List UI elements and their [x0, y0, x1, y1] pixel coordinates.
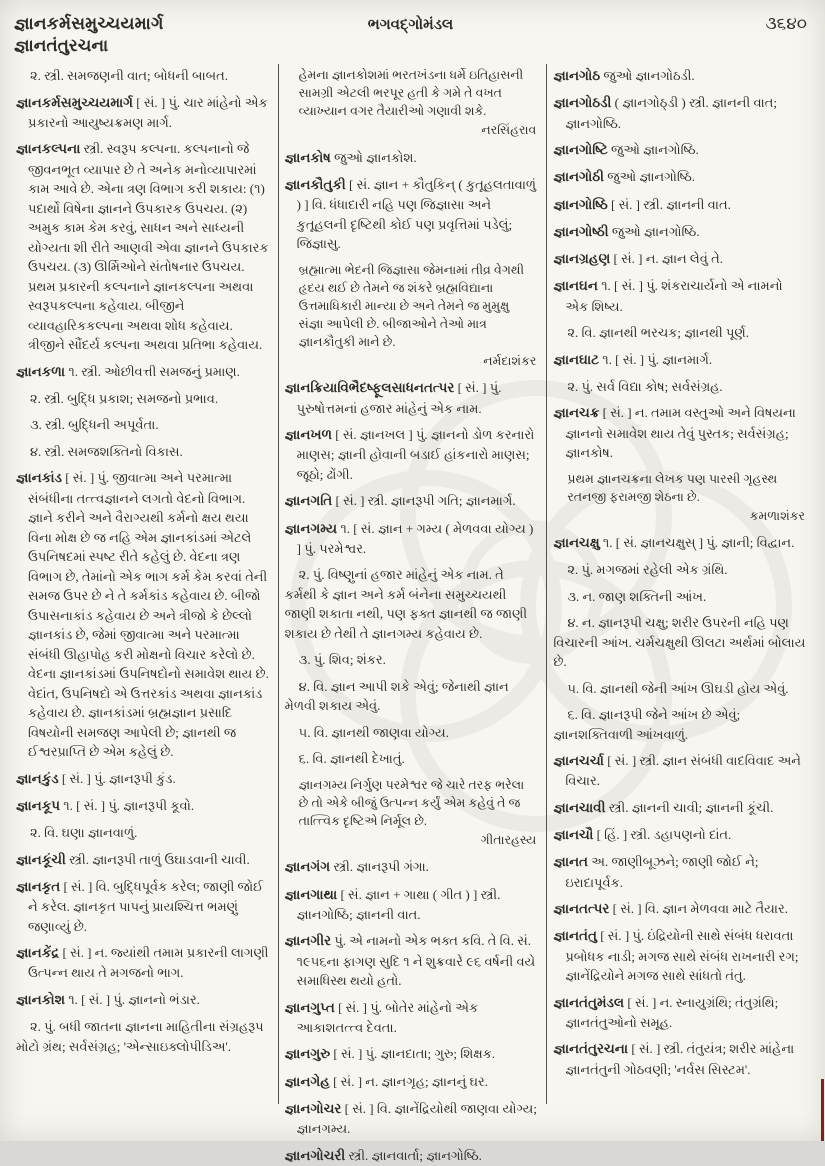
dictionary-entry: જ્ઞાનકૌતુકી [ સં. જ્ઞાન + કૌતુકિન્ ( કુતૂહલતાવાળું ) ] વિ. ધંધાદારી નહિ પણ જિજ્ઞાસા અને કુતૂહલની દૃષ્ટિથી કોઈ પણ પ્રવૃત્તિમાં પડેલું; જિજ્ઞાસુ.: [284, 176, 537, 251]
entry-headword: જ્ઞાનકોષ: [284, 149, 331, 165]
entry-headword: જ્ઞાનકેંદ્ર: [16, 945, 60, 960]
dictionary-entry: જ્ઞાનકૃત [ સં. ] વિ. બુદ્ધિપૂર્વક કરેલ; જાણી જોઈ ને કરેલ. જ્ઞાનકૃત પાપનું પ્રાયશ્ચિત્ત ભમણું જણાવ્યું છે.: [16, 878, 264, 934]
running-head-last-word: જ્ઞાનતંતુરચના: [14, 36, 109, 55]
sense-line: ૩. ન. જાણ શક્તિની આંખ.: [567, 588, 707, 604]
quote-text: બ્રહ્માત્મા ભેદની જિજ્ઞાસા જેમનામાં તીવ્ર વેગથી હૃદય થઈ છે તેમને જ શંકરે બ્રહ્મવિદ્યાના ઉત્તમાધિકારી માન્યા છે અને તેમને જ મુમુક્ષુ સંજ્ઞા આપેલી છે. બીજાઓને તેઓ માત્ર જ્ઞાનકૌતુકી માને છે.: [298, 262, 525, 349]
quote-block: [567, 470, 805, 525]
entry-headword: જ્ઞાનકૂપ: [16, 797, 61, 813]
dictionary-entry: જ્ઞાનકૂંચી સ્ત્રી. જ્ઞાનરૂપી તાળું ઉઘાડવાની ચાવી.: [16, 851, 250, 867]
dictionary-entry: જ્ઞાનતંતુરચના [ સં. ] સ્ત્રી. તંતુયંત્ર; શરીર માંહેના જ્ઞાનતંતુની ગોઠવણી; 'નર્વસ સિસ્ટમ'.: [553, 1041, 795, 1077]
quote-citation: ગીતારહસ્ય: [480, 833, 537, 848]
sense-line: ૫. વિ. જ્ઞાનથી જેની આંખ ઊઘડી હોય એવું.: [567, 680, 789, 696]
quote-text: પ્રથમ જ્ઞાનચક્રના લેખક પણ પારસી ગૃહસ્થ રતનજી ફરામજી શેઠના છે.: [567, 471, 778, 504]
entry-headword: જ્ઞાનતંતુ: [553, 928, 597, 944]
dictionary-entry: જ્ઞાનગોષ્ટિ જુઓ જ્ઞાનગોષ્ઠિ.: [553, 142, 699, 157]
entry-headword: જ્ઞાનગોઠી: [553, 169, 605, 185]
dictionary-entry: જ્ઞાનગમ્ય ૧. [ સં. જ્ઞાન + ગમ્ય ( મેળવવા યોગ્ય ) ] પું. પરમેશ્વર.: [284, 520, 534, 556]
sense-line: ૨. સ્ત્રી. સમજણની વાત; બોધની બાબત.: [30, 68, 228, 83]
dictionary-entry: જ્ઞાનગોઠડી ( જ્ઞાનગોઠ્ડી ) સ્ત્રી. જ્ઞાનની વાત; જ્ઞાનગોષ્ઠિ.: [553, 95, 777, 131]
entry-headword: જ્ઞાનકોશ: [16, 991, 66, 1007]
entry-headword: જ્ઞાનગોઠ: [553, 68, 601, 83]
dictionary-entry: જ્ઞાનઘન ૧. [ સં. ] પું. શંકરાચાર્યનો એ નામનો એક શિષ્ય.: [553, 278, 783, 314]
dictionary-entry: જ્ઞાનકાંડ [ સં. ] પું. જીવાત્મા અને પરમાત્મા સંબંધીના તત્ત્વજ્ઞાનને લગતો વેદનો વિભાગ. જ્ઞાને કરીને અને વૈરાગ્યથી કર્મનો ક્ષય થયા વિના મોક્ષ છે જ નહિ એમ જ્ઞાનકાંડમાં એટલે ઉપનિષદમાં સ્પષ્ટ રીતે કહેલું છે. વેદના ત્રણ વિભાગ છે, તેમાંનો એક ભાગ કર્મ કેમ કરવાં તેની સમજ ઉપર છે ને તે કર્મકાંડ કહેવાય છે. બીજો ઉપાસનાકાંડ કહેવાય છે અને ત્રીજો કે છેલ્લો જ્ઞાનકાંડ છે, જેમાં જીવાત્મા અને પરમાત્મા સંબંધી ઊહાપોહ કરી મોક્ષનો વિચાર કરેલો છે. વેદના જ્ઞાનકાંડમાં ઉપનિષદોનો સમાવેશ થાય છે. વેદાંત, ઉપનિષદો એ ઉત્તરકાંડ અથવા જ્ઞાનકાંડ કહેવાય છે. જ્ઞાનકાંડમાં બ્રહ્મજ્ઞાન પ્રસાદિ વિષયોની સમજણ આપેલી છે; જ્ઞાનથી જ ઈશ્વરપ્રાપ્તિ છે એમ કહેલું છે.: [16, 470, 269, 759]
sense-line: ૨. વિ. જ્ઞાનથી ભરચક; જ્ઞાનથી પૂર્ણ.: [567, 325, 750, 340]
column-middle: [278, 64, 548, 1163]
dictionary-entry: જ્ઞાનચાવી સ્ત્રી. જ્ઞાનની ચાવી; જ્ઞાનની કૂંચી.: [553, 799, 774, 815]
quote-block: [299, 66, 537, 140]
entry-headword: જ્ઞાનગતિ: [284, 493, 333, 509]
dictionary-entry: જ્ઞાનગંગ સ્ત્રી. જ્ઞાનરૂપી ગંગા.: [284, 859, 429, 875]
entry-headword: જ્ઞાનકળા: [16, 363, 66, 379]
dictionary-entry: જ્ઞાનકર્મસમુચ્ચયમાર્ગ [ સં. ] પું. ચાર માંહેનો એક પ્રકારનો આયુષ્યક્રમણ માર્ગ.: [16, 94, 268, 130]
dictionary-entry: જ્ઞાનગાથા [ સં. જ્ઞાન + ગાથા ( ગીત ) ] સ્ત્રી. જ્ઞાનગોષ્ઠિ; જ્ઞાનની વાત.: [284, 886, 501, 922]
sense-line: ૫. વિ. જ્ઞાનથી જાણવા યોગ્ય.: [298, 724, 449, 740]
entry-headword: જ્ઞાનગંગ: [284, 859, 331, 875]
entry-headword: જ્ઞાનચક્ર: [553, 405, 600, 421]
dictionary-entry: જ્ઞાનગેહ [ સં. ] ન. જ્ઞાનગૃહ; જ્ઞાનનું ઘર.: [284, 1073, 488, 1089]
dictionary-entry: જ્ઞાનચૌ [ હિં. ] સ્ત્રી. ડહાપણનો દાંત.: [553, 827, 732, 843]
scan-edge-artifact: [821, 1079, 824, 1141]
dictionary-entry: જ્ઞાનચક્ર [ સં. ] ન. તમામ વસ્તુઓ અને વિષયના જ્ઞાનનો સમાવેશ થાય તેવું પુસ્તક; સર્વસંગ્રહ; જ્ઞાનકોષ.: [553, 405, 796, 460]
entry-headword: જ્ઞાનગોષ્ઠિ: [553, 196, 608, 212]
dictionary-entry: જ્ઞાનગોષ્ઠિ [ સં. ] સ્ત્રી. જ્ઞાનની વાત.: [553, 196, 731, 212]
dictionary-entry: જ્ઞાનગ્રહણ [ સં. ] ન. જ્ઞાન લેવું તે.: [553, 251, 723, 266]
entry-headword: જ્ઞાનગુરુ: [284, 1046, 331, 1062]
entry-headword: જ્ઞાનગોષ્ટિ: [553, 142, 608, 157]
entry-headword: જ્ઞાનચાવી: [553, 799, 606, 815]
page-number: ૩૬૪૦: [765, 14, 807, 33]
entry-headword: જ્ઞાનઘાટ: [553, 351, 600, 367]
dictionary-entry: જ્ઞાનગોષ્ઠી જુઓ જ્ઞાનગોષ્ઠિ.: [553, 223, 700, 239]
entry-headword: જ્ઞાનગોચરી: [284, 1147, 346, 1163]
column-left: [10, 64, 278, 1104]
entry-headword: જ્ઞાનકર્મસમુચ્ચયમાર્ગ: [16, 94, 134, 110]
quote-text: હેમના જ્ઞાનકોશમાં ભરતખંડના ધર્મે ઇતિહાસની સામગ્રી એટલી ભરપૂર હતી કે ગમે તે વખત વ્યાખ્યાન વગર તૈયારીઓ ગણાવી શકે.: [298, 68, 524, 119]
sense-line: ૪. સ્ત્રી. સમજશક્તિનો વિકાસ.: [30, 443, 183, 459]
dictionary-entry: જ્ઞાનખળ [ સં. જ્ઞાનખલ ] પું. જ્ઞાનનો ડોળ કરનારો માણસ; જ્ઞાની હોવાની બડાઈ હાંકનારો માણસ; જૂઠો; ઢોંગી.: [284, 427, 535, 482]
quote-block: [299, 261, 537, 371]
entry-headword: જ્ઞાનગેહ: [284, 1073, 330, 1089]
sense-line: ૪. ન. જ્ઞાનરૂપી ચક્ષુ; શરીર ઉપરની નહિ પણ વિચારની આંખ. ચર્મચક્ષુથી ઊલટા અર્થમાં બોલાય છે.: [553, 615, 806, 670]
entry-headword: જ્ઞાનગુપ્ત: [284, 999, 335, 1015]
entry-headword: જ્ઞાનગીર: [284, 933, 332, 949]
entry-headword: જ્ઞાનકૂંચી: [16, 851, 66, 867]
sense-line: ૬. વિ. જ્ઞાનથી દેખાતું.: [298, 751, 405, 767]
dictionary-entry: જ્ઞાનકોષ જુઓ જ્ઞાનકોશ.: [284, 149, 417, 165]
dictionary-entry: જ્ઞાનચર્ચા [ સં. ] સ્ત્રી. જ્ઞાન સંબંધી વાદવિવાદ અને વિચાર.: [553, 753, 801, 789]
entry-headword: જ્ઞાનગોઠડી: [553, 95, 612, 111]
page-body: [10, 64, 815, 1163]
dictionary-entry: જ્ઞાનગુપ્ત [ સં. ] પું. બોતેર માંહેનો એક આકાશતત્ત્વ દેવતા.: [284, 999, 479, 1035]
dictionary-entry: જ્ઞાનકુંડ [ સં. ] પું. જ્ઞાનરૂપી કુંડ.: [16, 770, 176, 786]
entry-headword: જ્ઞાનત: [553, 854, 589, 870]
quote-text: જ્ઞાનગમ્ય નિર્ગુણ પરમેશ્વર જે ચારે તરફ ભરેલા છે તો એકે બીજું ઉત્પન્ન કર્યું એમ કહેવું તે જ તાત્ત્વિક દૃષ્ટિએ નિર્મૂલ છે.: [298, 777, 525, 828]
entry-headword: જ્ઞાનકાંડ: [16, 470, 62, 486]
entry-headword: જ્ઞાનકુંડ: [16, 770, 59, 786]
dictionary-entry: જ્ઞાનઘાટ ૧. [ સં. ] પું. જ્ઞાનમાર્ગ.: [553, 351, 713, 367]
sense-line: ૩. પું. શિવ; શંકર.: [298, 652, 386, 668]
sense-line: ૨. પું. મગજમાં રહેલી એક ગ્રંથિ.: [567, 562, 728, 578]
quote-citation: કમળાશંકર: [749, 508, 806, 523]
entry-headword: જ્ઞાનઘન: [553, 278, 598, 294]
page-header: [0, 0, 825, 56]
sense-line: ૨. પું. બધી જાતના જ્ઞાનના માહિતીના સંગ્રહરૂપ મોટો ગ્રંથ; સર્વસંગ્રહ; 'એન્સાઇક્લોપીડિઅ'.: [16, 1019, 264, 1054]
dictionary-entry: જ્ઞાનકૂપ ૧. [ સં. ] પું. જ્ઞાનરૂપી કૂવો.: [16, 797, 195, 813]
dictionary-entry: જ્ઞાનચક્ષુ ૧. [ સં. જ્ઞાનચક્ષુસ્ ] પું. જ્ઞાની; વિદ્વાન.: [553, 534, 795, 550]
sense-line: ૨. સ્ત્રી. બુદ્ધિ પ્રકાશ; સમજનો પ્રભાવ.: [30, 390, 219, 406]
entry-headword: જ્ઞાનગ્રહણ: [553, 251, 611, 266]
dictionary-entry: જ્ઞાનતત્પર [ સં. ] વિ. જ્ઞાન મેળવવા માટે તૈયાર.: [553, 901, 788, 917]
entry-headword: જ્ઞાનતત્પર: [553, 901, 610, 917]
dictionary-entry: જ્ઞાનગોચર [ સં. ] વિ. જ્ઞાનેંદ્રિયોથી જાણવા યોગ્ય; જ્ઞાનગમ્ય.: [284, 1100, 537, 1136]
entry-headword: જ્ઞાનકૃત: [16, 878, 61, 894]
entry-headword: જ્ઞાનચક્ષુ: [553, 534, 600, 550]
dictionary-entry: જ્ઞાનગતિ [ સં. ] સ્ત્રી. જ્ઞાનરૂપી ગતિ; જ્ઞાનમાર્ગ.: [284, 493, 516, 509]
sense-line: ૩. સ્ત્રી. બુદ્ધિની અપૂર્વતા.: [30, 417, 159, 433]
book-title: ભગવદ્ગોમંડલ: [367, 17, 454, 33]
entry-headword: જ્ઞાનચૌ: [553, 827, 594, 843]
sense-line: ૨. પું. વિષ્ણુનાં હજાર માંહેનું એક નામ. તે કર્મથી કે જ્ઞાન અને કર્મ બંનેના સમુચ્ચયથી જાણી શકાતા નથી, પણ ફક્ત જ્ઞાનથી જ જાણી શકાય છે તેથી તે જ્ઞાનગમ્ય કહેવાય છે.: [284, 567, 528, 641]
sense-line: ૨. વિ. ઘણા જ્ઞાનવાળું.: [30, 825, 138, 840]
dictionary-entry: જ્ઞાનકેંદ્ર [ સં. ] ન. જ્યાંથી તમામ પ્રકારની લાગણી ઉત્પન્ન થાય તે મગજનો ભાગ.: [16, 945, 269, 981]
dictionary-entry: જ્ઞાનત અ. જાણીબૂઝને; જાણી જોઈ ને; ઇરાદાપૂર્વક.: [553, 854, 759, 890]
sense-line: ૪. વિ. જ્ઞાન આપી શકે એવું; જેનાથી જ્ઞાન મેળવી શકાય એવું.: [284, 678, 509, 714]
dictionary-entry: જ્ઞાનકોશ ૧. [ સં. ] પું. જ્ઞાનનો ભંડાર.: [16, 991, 200, 1007]
dictionary-entry: જ્ઞાનગોઠી જુઓ જ્ઞાનગોષ્ઠિ.: [553, 169, 696, 185]
entry-headword: જ્ઞાનતંતુમંડલ: [553, 994, 625, 1010]
entry-headword: જ્ઞાનગમ્ય: [284, 520, 338, 536]
entry-headword: જ્ઞાનગોચર: [284, 1100, 342, 1116]
quote-citation: નર્મદાશંકર: [483, 354, 537, 369]
dictionary-entry: જ્ઞાનતંતુમંડલ [ સં. ] ન. સ્નાયુગ્રંથિ; તંતુગ્રંથિ; જ્ઞાનતંતુઓનો સમૂહ.: [553, 994, 779, 1030]
entry-headword: જ્ઞાનતંતુરચના: [553, 1041, 629, 1057]
quote-citation: નરસિંહરાવ: [481, 123, 537, 138]
entry-headword: જ્ઞાનગાથા: [284, 886, 338, 902]
entry-headword: જ્ઞાનચર્ચા: [553, 753, 604, 769]
running-head-first-word: જ્ઞાનકર્મસમુચ્ચયમાર્ગ: [14, 14, 164, 33]
sense-line: ૬. વિ. જ્ઞાનરૂપી જેને આંખ છે એવું; જ્ઞાનશક્તિવાળી આંખવાળું.: [553, 707, 741, 742]
dictionary-entry: જ્ઞાનગીર પું. એ નામનો એક ભક્ત કવિ. તે વિ. સં. ૧૯૫૬ના ફાગણ સુદિ ૧ ને શુક્રવારે ૯૬ વર્ષની વયે સમાધિસ્થ થયો હતો.: [284, 933, 536, 988]
quote-block: [299, 776, 537, 850]
dictionary-entry: જ્ઞાનકલ્પના સ્ત્રી. સ્વરૂપ કલ્પના. કલ્પનાનો જે જીવનભૂત વ્યાપાર છે તે અનેક મનોવ્યાપારમાં કામ આવે છે. એના ત્રણ વિભાગ કરી શકાય: (૧) પદાર્થો વિષેના જ્ઞાનને ઉપકારક ઉપચય. (૨) અમુક કામ કેમ કરવું, સાધન અને સાધ્યની યોગ્યતા શી રીતે આણવી એવા જ્ઞાનને ઉપકારક ઉપચય. (૩) ઊર્મિઓને સંતોષનાર ઉપચય. પ્રથમ પ્રકારની કલ્પનાને જ્ઞાનકલ્પના અથવા સ્વરૂપકલ્પના કહેવાય. બીજીને વ્યાવહારિકકલ્પના અથવા શોધ કહેવાય. ત્રીજીને સૌંદર્ય કલ્પના અથવા પ્રતિભા કહેવાય.: [16, 141, 269, 352]
sense-line: ૨. પું. સર્વ વિદ્યા કોષ; સર્વસંગ્રહ.: [567, 378, 723, 394]
entry-headword: જ્ઞાનક્રિયાવિભૈદષ્ફૂલસાધનતત્પર: [284, 380, 455, 396]
entry-headword: જ્ઞાનકલ્પના: [16, 141, 81, 157]
entry-headword: જ્ઞાનગોષ્ઠી: [553, 223, 609, 239]
dictionary-entry: જ્ઞાનક્રિયાવિભૈદષ્ફૂલસાધનતત્પર [ સં. ] પું. પુરુષોત્તમનાં હજાર માંહેનું એક નામ.: [284, 380, 502, 416]
entry-headword: જ્ઞાનખળ: [284, 427, 333, 442]
dictionary-entry: જ્ઞાનકળા ૧. સ્ત્રી. ઓછીવત્તી સમજનું પ્રમાણ.: [16, 363, 240, 379]
dictionary-entry: જ્ઞાનતંતુ [ સં. ] પું. ઇંદ્રિયોની સાથે સંબંધ ધરાવતા પ્રબોધક નાડી; મગજ સાથે સંબંધ રાખનારી રગ; જ્ઞાનેંદ્રિયોને મગજ સાથે સાંધતો તંતુ.: [553, 928, 799, 984]
dictionary-entry: જ્ઞાનગુરુ [ સં. ] પું. જ્ઞાનદાતા; ગુરુ; શિક્ષક.: [284, 1046, 496, 1062]
dictionary-entry: જ્ઞાનગોઠ જુઓ જ્ઞાનગોઠડી.: [553, 68, 695, 83]
entry-headword: જ્ઞાનકૌતુકી: [284, 176, 346, 192]
column-right: [547, 64, 815, 1104]
dictionary-entry: જ્ઞાનગોચરી સ્ત્રી. જ્ઞાનવાર્તા; જ્ઞાનગોષ્ઠિ.: [284, 1147, 482, 1163]
